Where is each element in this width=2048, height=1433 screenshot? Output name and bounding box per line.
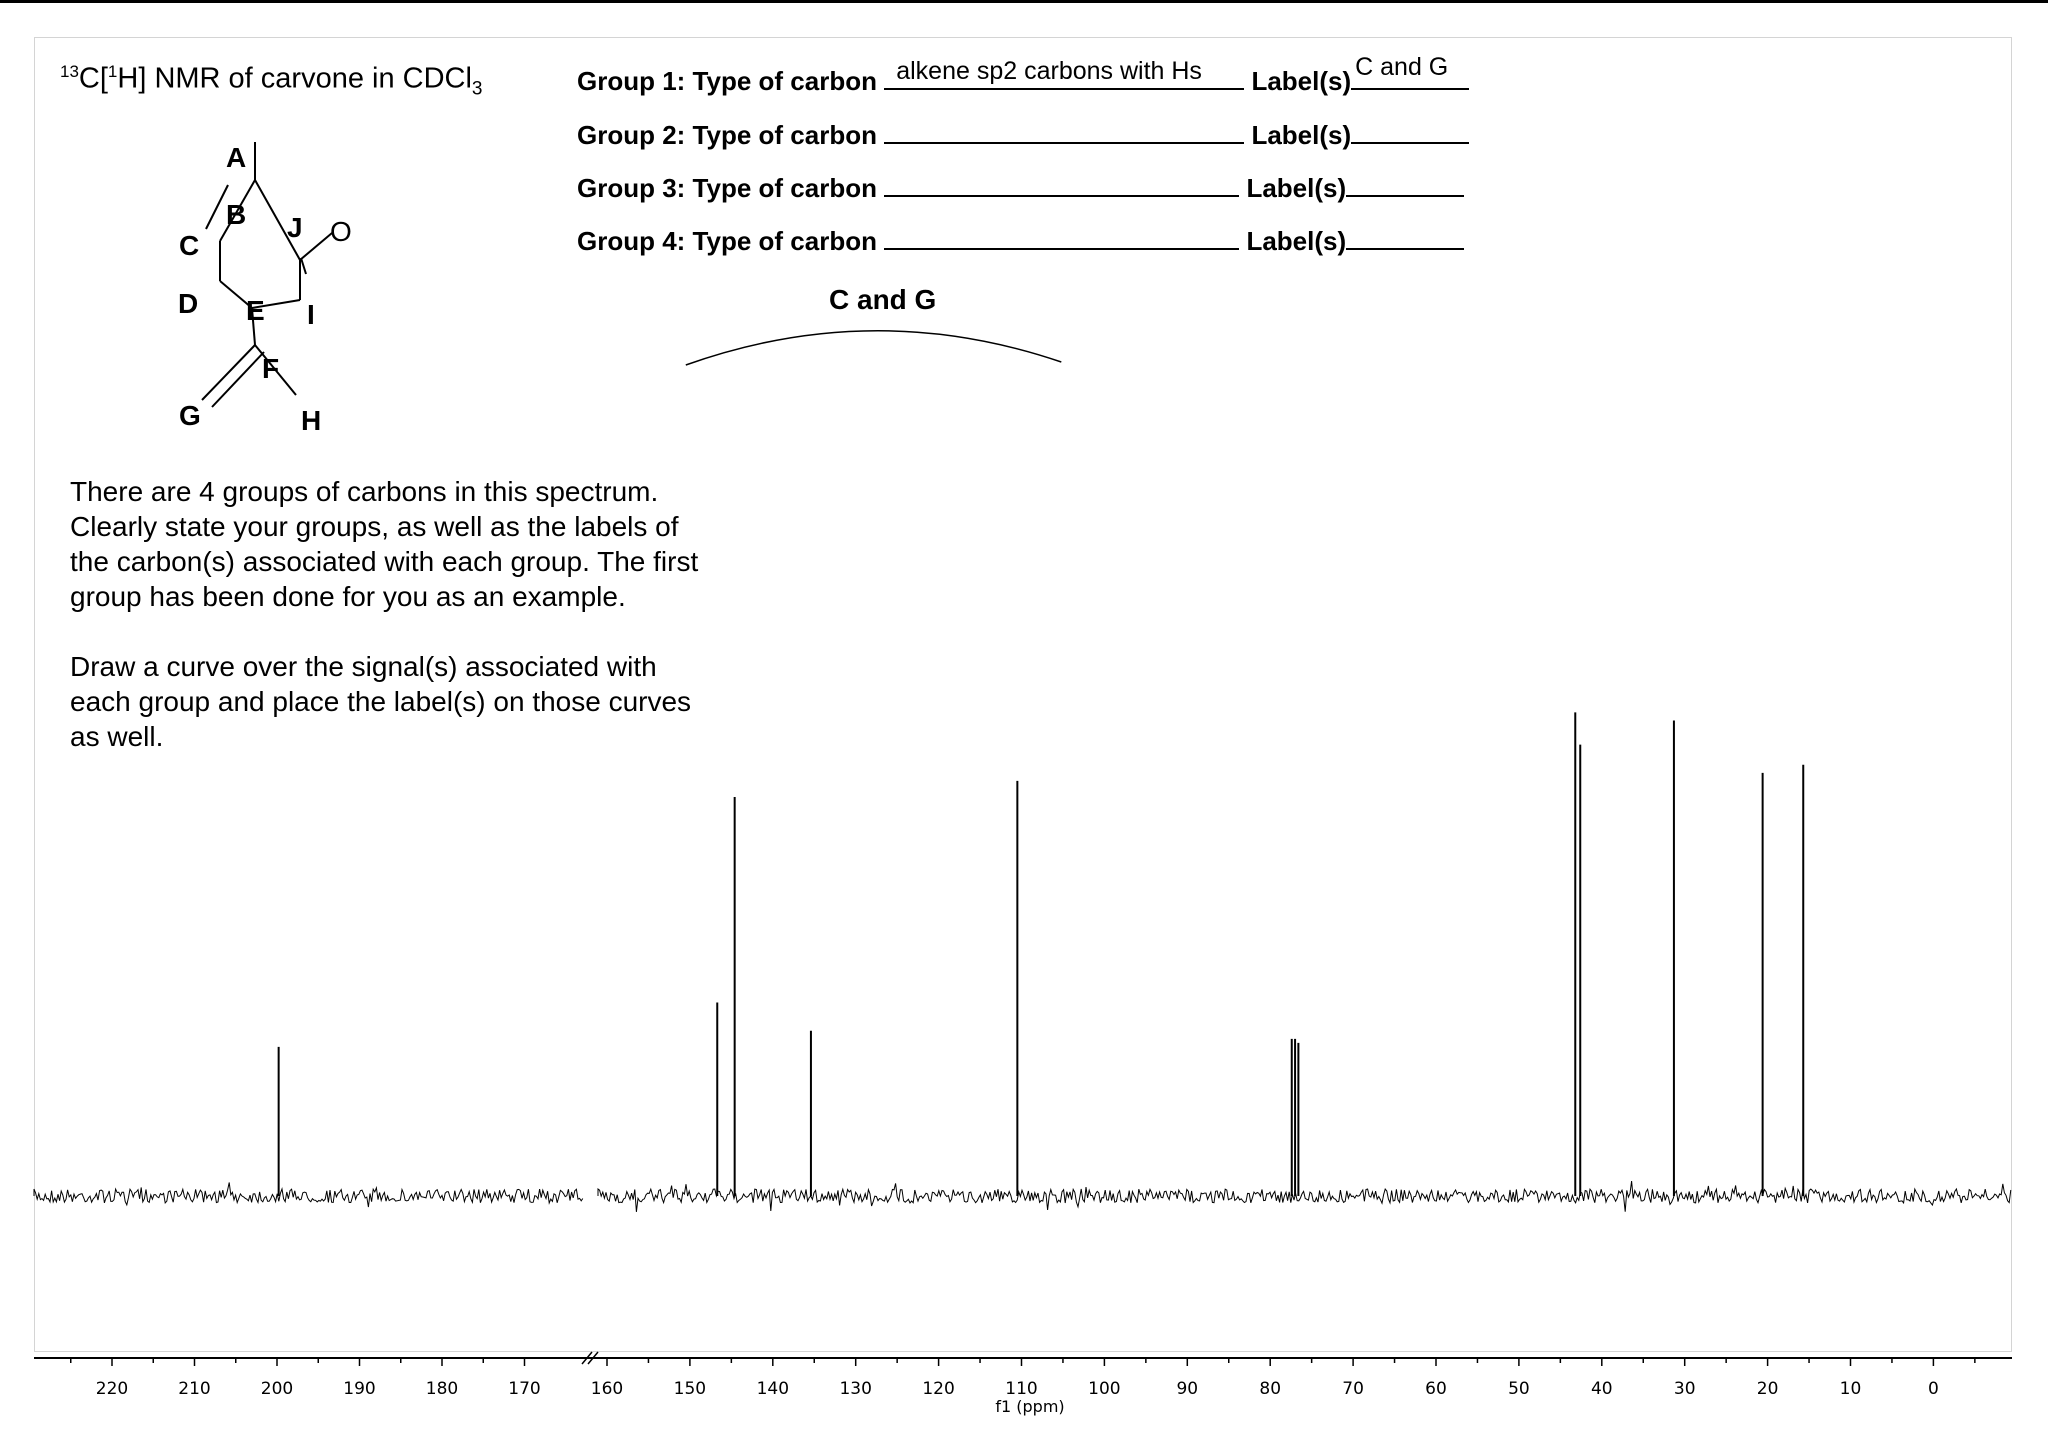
atom-label-b: B (226, 199, 247, 230)
group-1-label-answer: C and G (1355, 53, 1449, 81)
tick-label-80: 80 (1259, 1379, 1282, 1399)
tick-label-70: 70 (1342, 1379, 1364, 1399)
tick-label-200: 200 (260, 1379, 294, 1399)
tick-label-210: 210 (178, 1379, 211, 1399)
tick-label-40: 40 (1590, 1379, 1613, 1399)
atom-label-f: F (262, 353, 280, 384)
tick-label-160: 160 (590, 1379, 624, 1399)
tick-label-130: 130 (839, 1379, 872, 1399)
group-3-label-prompt: Label(s) (1246, 173, 1347, 203)
noise-baseline (34, 1181, 2011, 1212)
tick-label-190: 190 (343, 1379, 376, 1399)
tick-label-170: 170 (508, 1379, 541, 1399)
tick-label-140: 140 (756, 1379, 790, 1399)
group-2-label-prompt: Label(s) (1251, 120, 1352, 150)
atom-label-j: J (287, 212, 303, 243)
group-2-prompt: Group 2: Type of carbon (577, 120, 877, 150)
peak-group (279, 712, 1804, 1196)
group-4-prompt: Group 4: Type of carbon (577, 226, 877, 256)
title-part-c: C[ (78, 62, 108, 95)
curve-annotation-label: C and G (829, 284, 937, 315)
atom-label-c: C (179, 230, 200, 261)
x-axis-tick-labels (96, 1379, 1939, 1399)
instructions-paragraph-2: Draw a curve over the signal(s) associated with each group and place the label(s) on those curves as well. (70, 651, 692, 752)
group-1-label-prompt: Label(s) (1251, 66, 1352, 96)
atom-label-h: H (301, 405, 322, 436)
baseline-noise-trace (34, 1183, 583, 1208)
tick-label-220: 220 (95, 1379, 129, 1399)
tick-label-50: 50 (1508, 1379, 1530, 1399)
x-axis (34, 1352, 2012, 1364)
title-subscript: 3 (471, 78, 483, 100)
x-axis-ticks (71, 1358, 1975, 1366)
title-h-isotope: 1 (107, 62, 118, 81)
x-axis-label: f1 (ppm) (995, 1397, 1065, 1416)
group-3-prompt: Group 3: Type of carbon (577, 173, 877, 203)
group-4-label-prompt: Label(s) (1246, 226, 1347, 256)
atom-label-e: E (246, 295, 265, 326)
tick-label-120: 120 (922, 1379, 955, 1399)
title-part-mid: H] NMR of carvone in CDCl (117, 62, 472, 95)
atom-label-d: D (178, 288, 199, 319)
tick-label-30: 30 (1673, 1379, 1696, 1399)
annotation-curve (686, 331, 1062, 365)
group-1-prompt: Group 1: Type of carbon (577, 66, 877, 96)
tick-label-110: 110 (1005, 1379, 1038, 1399)
baseline-noise-trace (598, 1181, 2011, 1212)
tick-label-20: 20 (1756, 1379, 1779, 1399)
tick-label-150: 150 (673, 1379, 707, 1399)
atom-label-oxygen: O (330, 216, 352, 247)
atom-label-a: A (226, 142, 247, 173)
atom-label-i: I (307, 299, 315, 330)
title-isotope: 13 (60, 62, 79, 81)
tick-label-180: 180 (425, 1379, 459, 1399)
tick-label-10: 10 (1839, 1379, 1862, 1399)
instructions-paragraph-1: There are 4 groups of carbons in this spectrum. Clearly state your groups, as well as the labels of the carbon(s) associated with each group. The first group has been done for you as an example. (70, 476, 699, 612)
tick-label-90: 90 (1176, 1379, 1199, 1399)
tick-label-60: 60 (1425, 1379, 1447, 1399)
tick-label-100: 100 (1088, 1379, 1121, 1399)
atom-label-g: G (179, 400, 201, 431)
tick-label-0: 0 (1927, 1379, 1939, 1399)
group-1-type-answer: alkene sp2 carbons with Hs (896, 57, 1202, 85)
